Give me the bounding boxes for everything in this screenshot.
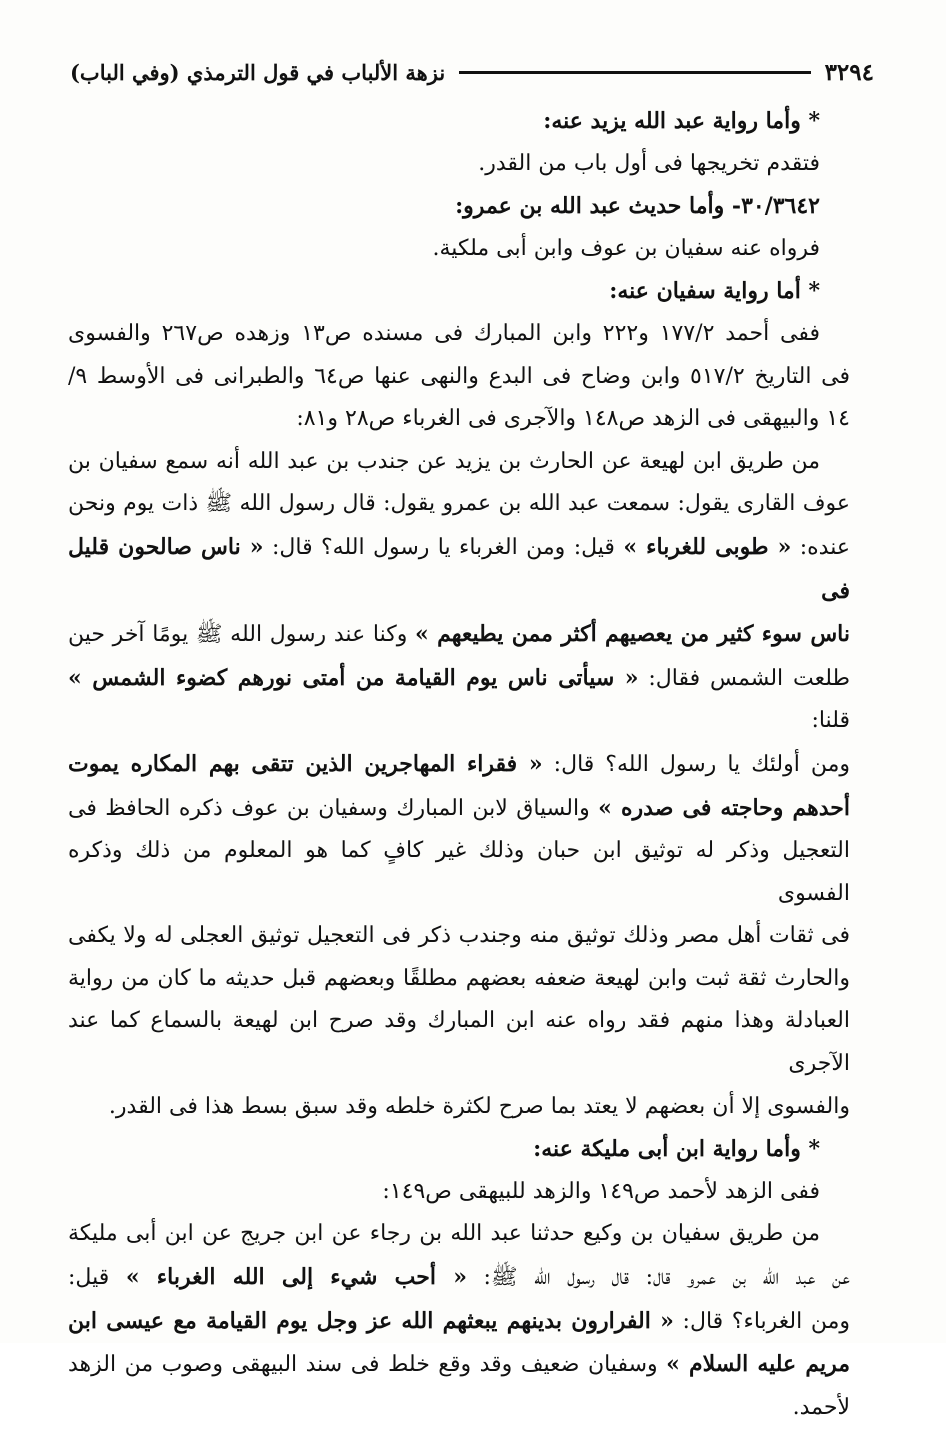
text-line: ففى أحمد ١٧٧/٢ و٢٢٢ وابن المبارك فى مسنده ص١٣ وزهده ص٢٦٧ والفسوى	[68, 320, 820, 346]
text-line: من طريق ابن لهيعة عن الحارث بن يزيد عن جندب بن عبد الله أنه سمع سفيان بن	[68, 448, 820, 474]
hadith-quote: « فقراء المهاجرين الذين تتقى بهم المكاره يموت	[68, 750, 543, 777]
text-line	[68, 787, 850, 831]
running-title: نزهة الألباب في قول الترمذي (وفي الباب)	[70, 59, 446, 85]
text-line: عوف القارى يقول: سمعت عبد الله بن عمرو يقول: قال رسول الله ﷺ ذات يوم ونحن	[68, 491, 850, 517]
text-run: عنده:	[791, 534, 850, 560]
text-run: وسفيان ضعيف وقد وقع خلط فى سند البيهقى وصوب من الزهد لأحمد.	[68, 1352, 850, 1420]
text-run: قلنا:	[811, 708, 850, 734]
hadith-quote: أحدهم وحاجته فى صدره »	[598, 794, 850, 821]
text-line: العبادلة وهذا منهم فقد رواه عنه ابن المبارك وقد صرح ابن لهيعة بالسماع كما عند الآجرى	[68, 1008, 850, 1077]
text-line	[68, 1343, 850, 1429]
section-heading: * وأما رواية ابن أبى مليكة عنه:	[533, 1136, 820, 1163]
hadith-quote: « سيأتى ناس يوم القيامة من أمتى نورهم كضوء الشمس »	[68, 664, 639, 691]
text-run: ومن الغرباء؟ قال:	[673, 1308, 850, 1334]
page-number: ٣٢٩٤	[824, 58, 874, 86]
section-heading: * أما رواية سفيان عنه:	[609, 278, 820, 305]
hadith-quote: « طوبى للغرباء »	[623, 533, 792, 560]
hadith-quote: ناس سوء كثير من يعصيهم أكثر ممن يطيعهم »	[415, 621, 850, 648]
text-line: التعجيل وذكر له توثيق ابن حبان وذلك غير كافٍ كما هو المعلوم من ذلك وذكره الفسوى	[68, 838, 850, 906]
section-heading: * وأما رواية عبد الله يزيد عنه:	[543, 108, 820, 134]
text-line	[68, 743, 850, 787]
text-run: عن عبد الله بن عمرو قال: قال رسول الله ﷺ:	[466, 1265, 850, 1291]
header-rule	[459, 71, 810, 74]
text-line: والحارث ثقة ثبت وابن لهيعة ضعفه بعضهم مطلقًا وبعضهم قبل حديثه ما كان من رواية	[68, 965, 850, 991]
hadith-quote: « ناس صالحون قليل فى	[68, 533, 850, 604]
text-run: والسياق لابن المبارك وسفيان بن عوف ذكره الحافظ فى	[68, 795, 599, 821]
text-run: وكنا عند رسول الله ﷺ يومًا آخر حين	[68, 622, 416, 648]
text-line: فى ثقات أهل مصر وذلك توثيق منه وجندب ذكر فى التعجيل توثيق العجلى له ولا يكفى	[68, 923, 850, 949]
text-line	[68, 613, 850, 657]
text-run: طلعت الشمس فقال:	[638, 665, 850, 691]
text-line	[68, 657, 850, 743]
page-body	[68, 100, 850, 1429]
text-line	[68, 1300, 850, 1344]
hadith-heading: ٣٠/٣٦٤٢- وأما حديث عبد الله بن عمرو:	[455, 193, 820, 220]
text-line: والفسوى إلا أن بعضهم لا يعتد بما صرح لكثرة خلطه وقد سبق بسط هذا فى القدر.	[108, 1093, 850, 1119]
text-run: ومن أولئك يا رسول الله؟ قال:	[542, 751, 850, 777]
text-line	[68, 1256, 850, 1300]
text-line: فرواه عنه سفيان بن عوف وابن أبى ملكية.	[432, 235, 820, 261]
hadith-quote: « أحب شيء إلى الله الغرباء »	[125, 1264, 467, 1291]
text-line: من طريق سفيان بن وكيع حدثنا عبد الله بن رجاء عن ابن جريج عن ابن أبى مليكة	[68, 1221, 820, 1247]
text-line: فتقدم تخريجها فى أول باب من القدر.	[478, 150, 820, 176]
text-line: ١٤ والبيهقى فى الزهد ص١٤٨ والآجرى فى الغرباء ص٢٨ و٨١:	[296, 406, 850, 432]
text-run: قيل:	[68, 1265, 126, 1291]
text-line: فى التاريخ ٥١٧/٢ وابن وضاح فى البدع والنهى عنها ص٦٤ والطبرانى فى الأوسط ٩/	[68, 363, 851, 389]
text-run: قيل: ومن الغرباء يا رسول الله؟ قال:	[263, 534, 624, 560]
page-header	[70, 52, 874, 92]
hadith-quote: « الفرارون بدينهم يبعثهم الله عز وجل يوم القيامة مع عيسى ابن	[68, 1307, 674, 1334]
hadith-quote: مريم عليه السلام »	[666, 1351, 851, 1378]
text-line: ففى الزهد لأحمد ص١٤٩ والزهد للبيهقى ص١٤٩:	[382, 1178, 820, 1204]
text-line	[68, 526, 850, 613]
